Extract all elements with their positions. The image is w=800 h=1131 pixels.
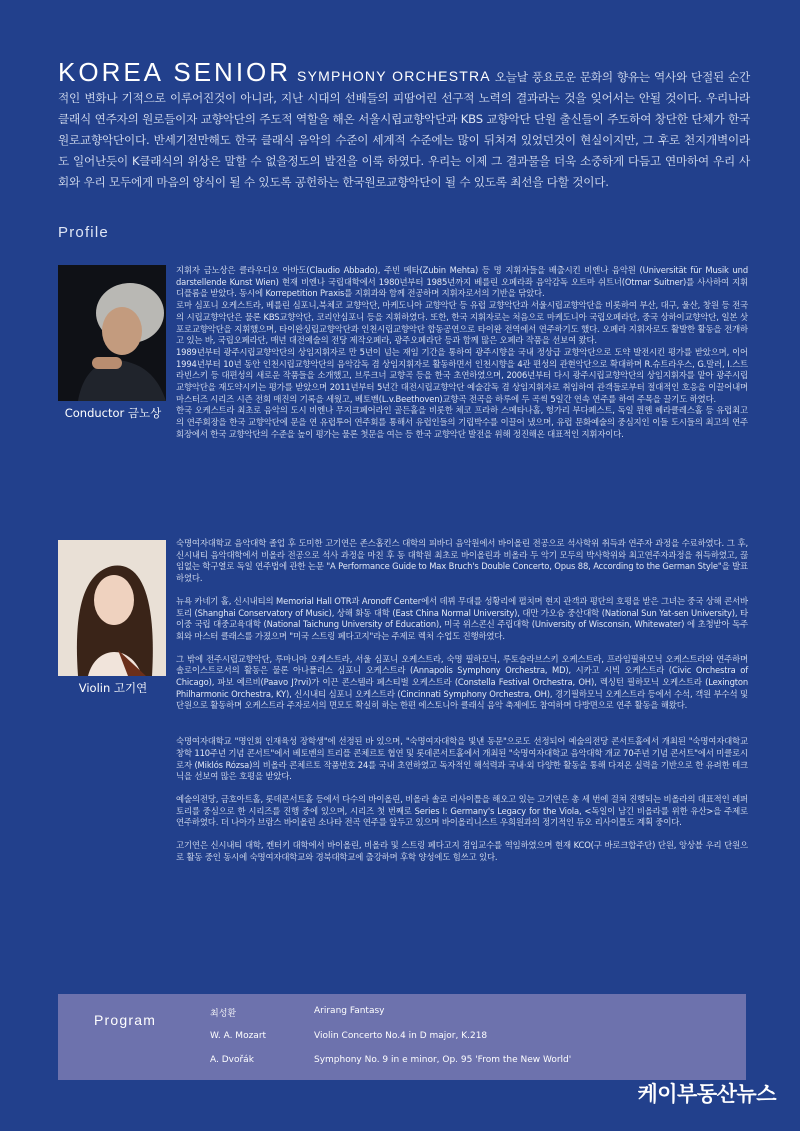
- conductor-bio-paragraph: 1989년부터 광주시립교향악단의 상임지휘자로 만 5년이 넘는 재임 기간을 통하여 광주시향을 국내 정상급 교향악단으로 도약 발전시킨 평가를 받았으며, 이어 1994년부터 10년 동안 인천시립교향악단의 음악감독 겸 상임지휘자로 활동하면서 인천시향을 4관 편성의 관현악단으로 확대하며 R.슈트라우스, G.말러, I.스트라빈스키 등 대편성의 새로운 작품들을 소개했고, 브루크너 교향곡 등을 한국 초연하였으며, 2006년부터 다시 광주시립교향악단의 상임지휘자를 맡아 광주시립교향악단을 재도약시키는 평가를 받았으며 2011년부터 5년간 대전시립교향악단 예술감독 겸 상임지휘자로 취임하여 관객들로부터 절대적인 호응을 이끌어내며 마스터즈 시리즈 시즌 전회 매진의 기록을 세웠고, 베토벤(L.v.Beethoven)교향곡 전곡을 하루에 두 곡씩 5일간 연속 연주를 하여 주목을 끌기도 하였다.: [176, 346, 748, 404]
- conductor-photo: [58, 265, 166, 401]
- program-piece: Arirang Fantasy: [314, 1006, 385, 1016]
- violinist-photo-box: [58, 540, 168, 696]
- watermark: 케이부동산뉴스: [637, 1082, 776, 1106]
- program-row: [210, 1031, 730, 1045]
- profile-heading: Profile: [58, 224, 109, 241]
- conductor-bio-paragraph: 한국 오케스트라 최초로 음악의 도시 비엔나 무지크페어라인 골든홀을 비롯한 체코 프라하 스메타나홀, 헝가리 부다페스트, 독일 뮌헨 헤라클레스홀 등 유럽최고의 연주회장을 한국 교향악단에 문을 연 유럽투어 연주회를 통해서 유럽인들의 기립박수를 이끌어 냈으며, 유럽 문화예술의 중심지인 이들 도시들의 최고의 연주회장에서 한국 교향악단의 수준을 높이 평가는 물론 첫문을 여는 등 한국 교향악단 발전을 위해 정진해온 대표적인 지휘자이다.: [176, 405, 748, 439]
- violinist-bio-paragraph: 고기연은 신시내티 대학, 켄터키 대학에서 바이올린, 비올라 및 스트링 페다고지 겸임교수를 역임하였으며 현재 KCO(구 바로크합주단) 단원, 앙상블 우리 단원으로 활동 중인 동시에 숙명여자대학교와 경북대학교에 출강하며 후학 양성에도 힘쓰고 있다.: [176, 840, 748, 862]
- program-piece: Symphony No. 9 in e minor, Op. 95 'From the New World': [314, 1055, 572, 1065]
- violinist-bio-paragraph: 뉴욕 카네기 홀, 신시내티의 Memorial Hall OTR과 Aronoff Center에서 데뷔 무대를 성황리에 펼치며 현지 관객과 평단의 호평을 받은 그녀는 중국 상해 콘서바토리 (Shanghai Conservatory of Music), 상해 화동 대학 (East China Normal University), 대만 가오슝 중산대학 (National Sun Yat-sen University), 타이중 국립 대중교육대학 (National Taichung University of Education), 미국 위스콘신 주립대학 (University of Wisconsin, Whitewater) 에 초청받아 독주회와 마스터 클래스를 가졌으며 "미국 스트링 페다고지"라는 주제로 렉처 수업도 진행하였다.: [176, 595, 748, 641]
- violinist-bio-paragraph: 숙명여자대학교 음악대학 졸업 후 도미한 고기연은 존스홉킨스 대학의 피바디 음악원에서 바이올린 전공으로 석사학위 취득과 연주자 과정을 수료하였다. 그 후, 신시내티 음악대학에서 비올라 전공으로 석사 과정을 마친 후 동 대학원 최초로 바이올린과 비올라 두 악기 모두의 박사학위와 최고연주자과정을 취득하였고, 끊임없는 학구열로 독일 연주법에 관한 논문 "A Performance Guide to Max Bruch's Double Concerto, Opus 88, According to the German Style"을 발표하였다.: [176, 538, 748, 584]
- violinist-photo: [58, 540, 166, 676]
- violinist-caption: Violin 고기연: [78, 681, 148, 695]
- conductor-photo-box: [58, 265, 168, 421]
- page-subtitle: SYMPHONY ORCHESTRA: [297, 68, 491, 84]
- program-composer: A. Dvořák: [210, 1055, 254, 1065]
- program-composer: 최성환: [210, 1009, 237, 1019]
- program-piece: Violin Concerto No.4 in D major, K.218: [314, 1031, 488, 1041]
- intro-text: 오늘날 풍요로운 문화의 향유는 역사와 단절된 순간적인 변화나 기적으로 이루어진것이 아니라, 지난 시대의 선배들의 피땀어린 선구적 노력의 결과라는 것을 잊어서는 안될 것이다. 우리나라 클래식 연주자의 원로들이자 교향악단의 주도적 역할을 해온 서울시립교향악단과 KBS 교향악단 단원 출신들이 주도하여 창단한 단체가 한국원로교향악단이다. 반세기전만해도 한국 클래식 음악의 수준이 세계적 수준에는 많이 뒤쳐져 있었던것이 현실이지만, 그 후로 천지개벽이라도 일어난듯이 K클래식의 위상은 말할 수 없을정도의 발전을 이룩 하였다. 우리는 이제 그 결과물을 더욱 소중하게 다듬고 연마하여 우리 사회와 우리 모두에게 마음의 양식이 될 수 있도록 공헌하는 한국원로교향악단이 될 수 있도록 최선을 다할 것이다.: [58, 70, 751, 189]
- conductor-bio-paragraph: 지휘자 금노상은 클라우디오 아바도(Claudio Abbado), 주빈 메타(Zubin Mehta) 등 명 지휘자들을 배출시킨 비엔나 음악원 (Universität für Musik und darstellende Kunst Wien) 현재 비엔나 국립대학에서 1980년부터 1985년까지 베를린 오페라좌 음악감독 오트마 쉬트너(Otmar Suitner)를 사사하여 지휘 디플롬을 받았다. 동시에 Korrepetition Praxis를 지휘과와 함께 전공하며 지휘자로서의 기반을 닦았다.: [176, 265, 748, 299]
- conductor-bio: [176, 265, 748, 441]
- program-label: Program: [94, 1012, 157, 1028]
- program-row: [210, 1055, 730, 1069]
- intro-paragraph: [58, 58, 750, 193]
- violinist-bio-paragraph: 숙명여자대학교 "명인회 인재육성 장학생"에 선정된 바 있으며, "숙명여자대학을 빛낸 동문"으로도 선정되어 예술의전당 콘서트홀에서 개최된 "숙명여자대학교 창학 110주년 기념 콘서트"에서 베토벤의 트리플 콘체르토 협연 및 롯데콘서트홀에서 개최된 "숙명여자대학교 음악대학 개교 70주년 기념 콘서트"에서 미클로시 로자 (Miklós Rózsa)의 비올라 콘체르토 작품번호 24를 국내 초연하였고 독자적인 해석력과 국내·외 다양한 활동을 통해 다져온 실력을 기반으로 한 유려한 테크닉을 선보여 많은 호평을 받았다.: [176, 736, 748, 782]
- violinist-bio-paragraph: 예술의전당, 금호아트홀, 롯데콘서트홀 등에서 다수의 바이올린, 비올라 솔로 리사이틀을 해오고 있는 고기연은 총 세 번에 걸쳐 진행되는 비올라의 대표적인 레퍼토리를 중심으로 한 시리즈를 진행 중에 있으며, 시리즈 첫 번째로 Series I: Germany's Legacy for the Viola, <독일이 남긴 비올라를 위한 유산>을 주제로 연주하였다. 더 나아가 브람스 바이올린 소나타 전곡 연주를 앞두고 있으며 바이올리니스트 우희원과의 정기적인 듀오 리사이틀도 계획 중이다.: [176, 793, 748, 828]
- conductor-bio-paragraph: 로마 심포니 오케스트라, 베를린 심포니,북체코 교향악단, 마케도니아 교향악단 등 유럽 교향악단과 서울시립교향악단을 비롯하여 부산, 대구, 울산, 창원 등 전국의 시립교향악단은 물론 KBS교향악단, 코리안심포니 등을 지휘하였다. 또한, 한국 지휘자로는 처음으로 마케도니아 국립오페라단, 중국 상하이교향악단, 일본 삿포로교향악단을 지휘했으며, 타이완싱립교향악단과 인천시립교향악단 합동공연으로 타이완 전역에서 연주하기도 했다. 오페라 지휘자로도 활발한 활동을 전개하고 있는 바, 국립오페라단, 매년 대전예술의 전당 제작오페라, 광주오페라단 등과 함께 많은 오페라 작품을 선보여 왔다.: [176, 300, 748, 346]
- page-title: KOREA SENIOR: [58, 57, 292, 87]
- violinist-bio: [176, 538, 748, 863]
- program-row: [210, 1006, 730, 1020]
- conductor-caption: Conductor 금노상: [64, 406, 162, 420]
- program-box: [58, 994, 746, 1080]
- violinist-bio-paragraph: 그 밖에 전주시립교향악단, 루마니아 오케스트라, 서울 심포니 오케스트라, 숙명 필하모닉, 루토슬라브스키 오케스트라, 프라임필하모닉 오케스트라와 연주하며 솔로이스트로서의 활동은 물론 아나폴리스 심포니 오케스트라 (Annapolis Symphony Orchestra, MD), 시카고 시빅 오케스트라 (Civic Orchestra of Chicago), 파보 예르비(Paavo J?rvi)가 이끈 콘스텔라 페스티벌 오케스트라 (Constella Festival Orchestra, OH), 렉싱턴 필하모닉 오케스트라 (Lexington Philharmonic Orchestra, KY), 신시내티 심포니 오케스트라 (Cincinnati Symphony Orchestra, OH), 경기필하모닉 오케스트라 등에서 수석, 객원 부수석 및 단원으로 활동하며 오케스트라 주자로서의 면모도 확실히 하는 한편 에스토니아 클래식 음악 축제에도 참여하며 다방면으로 연주 활동을 해왔다.: [176, 653, 748, 711]
- program-composer: W. A. Mozart: [210, 1031, 267, 1041]
